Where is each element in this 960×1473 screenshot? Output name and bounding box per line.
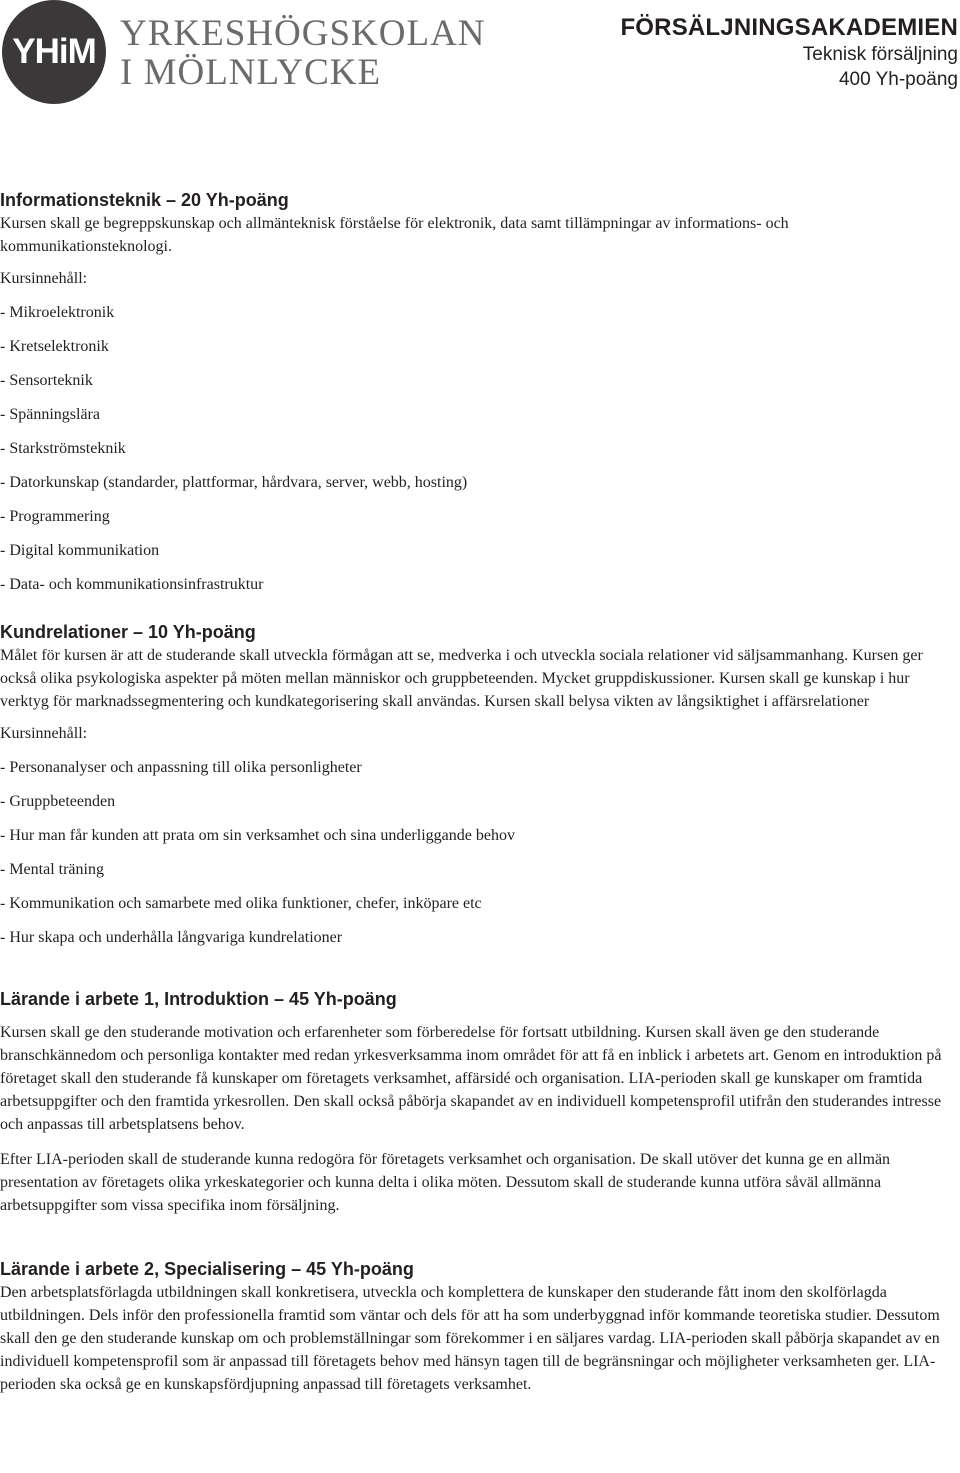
course-section-kundrelationer (0, 620, 960, 949)
page-content (0, 188, 960, 1396)
list-item: - Sensorteknik (0, 372, 93, 389)
list-item: - Mikroelektronik (0, 304, 115, 321)
course-title: Kundrelationer – 10 Yh-poäng (0, 622, 256, 642)
course-content-heading: Kursinnehåll: (0, 725, 88, 742)
course-description-continued: Efter LIA-perioden skall de studerande kunna redogöra för företagets verksamhet och organisation. De skall utöver det kunna ge en allmän presentation av företagets olika yrkeskategorier och kunna delta i olika möten. Dessutom skall de studerande kunna utföra såväl allmänna arbetsuppgifter som vissa specifika inom försäljning. (0, 1151, 891, 1214)
academy-title: FÖRSÄLJNINGSAKADEMIEN (620, 14, 958, 41)
school-name-line1: YRKESHÖGSKOLAN (120, 13, 486, 54)
list-item: - Hur skapa och underhålla långvariga kundrelationer (0, 929, 343, 946)
program-credits: 400 Yh-poäng (838, 69, 958, 90)
logo-text: YHiM (12, 32, 96, 71)
course-title: Lärande i arbete 2, Specialisering – 45 Yh-poäng (0, 1259, 414, 1279)
course-content-list (0, 301, 960, 596)
list-item: - Kretselektronik (0, 338, 109, 355)
course-content-heading: Kursinnehåll: (0, 270, 88, 287)
list-item: - Programmering (0, 508, 110, 525)
list-item: - Hur man får kunden att prata om sin verksamhet och sina underliggande behov (0, 827, 515, 844)
list-item: - Datorkunskap (standarder, plattformar, hårdvara, server, webb, hosting) (0, 474, 468, 491)
list-item: - Starkströmsteknik (0, 440, 126, 457)
list-item: - Kommunikation och samarbete med olika funktioner, chefer, inköpare etc (0, 895, 482, 912)
course-description: Den arbetsplatsförlagda utbildningen skall konkretisera, utveckla och komplettera de kunskaper den studerande fått inom den skolförlagda utbildningen. Dels inför den professionella framtid som väntar och dels för att ha som underbyggnad inför kommande teoretiska studier. Dessutom skall den ge den studerande kunskap om och problemställningar som förekommer i en säljares vardag. LIA-perioden skall påbörja skapandet av en individuell kompetensprofil som är anpassad till företagets behov med hänsyn tagen till de begränsningar och möjligheter verksamheten ger. LIA-perioden ska också ge en kunskapsfördjupning anpassad till företagets verksamhet. (0, 1284, 940, 1393)
course-section-lia-1 (0, 987, 960, 1217)
course-description: Kursen skall ge den studerande motivation och erfarenheter som förberedelse för fortsatt utbildning. Kursen skall även ge den studerande branschkännedom och personliga kontakter med redan yrkesverksamma inom området för att få en inblick i arbetets art. Genom en introduktion på företaget skall den studerande få kunskaper om företagets verksamhet, affärsidé och organisation. LIA-perioden skall ge kunskaper om framtida arbetsuppgifter och den framtida yrkesrollen. Den skall också påbörja skapandet av en individuell kompetensprofil utifrån den studerandes intresse och anpassas till arbetsplatsens behov. (0, 1024, 942, 1133)
page-header (0, 0, 960, 110)
list-item: - Mental träning (0, 861, 104, 878)
program-name: Teknisk försäljning (802, 44, 958, 65)
course-section-lia-2 (0, 1257, 960, 1396)
program-info (620, 14, 958, 92)
school-name-line2: I MÖLNLYCKE (120, 52, 382, 93)
list-item: - Gruppbeteenden (0, 793, 116, 810)
yhim-logo (2, 0, 106, 104)
list-item: - Personanalyser och anpassning till olika personligheter (0, 759, 362, 776)
list-item: - Digital kommunikation (0, 542, 160, 559)
school-name (120, 14, 486, 92)
course-content-list (0, 756, 960, 949)
list-item: - Spänningslära (0, 406, 100, 423)
course-title: Informationsteknik – 20 Yh-poäng (0, 190, 289, 210)
course-description: Målet för kursen är att de studerande skall utveckla förmågan att se, medverka i och utveckla sociala relationer vid säljsammanhang. Kursen ger också olika psykologiska aspekter på möten mellan människor och gruppbeteenden. Mycket gruppdiskussioner. Kursen skall ge kunskap i hur verktyg för marknadssegmentering och kundkategorisering skall användas. Kursen skall belysa vikten av långsiktighet i affärsrelationer (0, 647, 923, 710)
course-description: Kursen skall ge begreppskunskap och allmänteknisk förståelse för elektronik, data samt tillämpningar av informations- och kommunikationsteknologi. (0, 215, 789, 255)
course-title: Lärande i arbete 1, Introduktion – 45 Yh-poäng (0, 989, 397, 1009)
course-section-informationsteknik (0, 188, 960, 596)
list-item: - Data- och kommunikationsinfrastruktur (0, 576, 264, 593)
